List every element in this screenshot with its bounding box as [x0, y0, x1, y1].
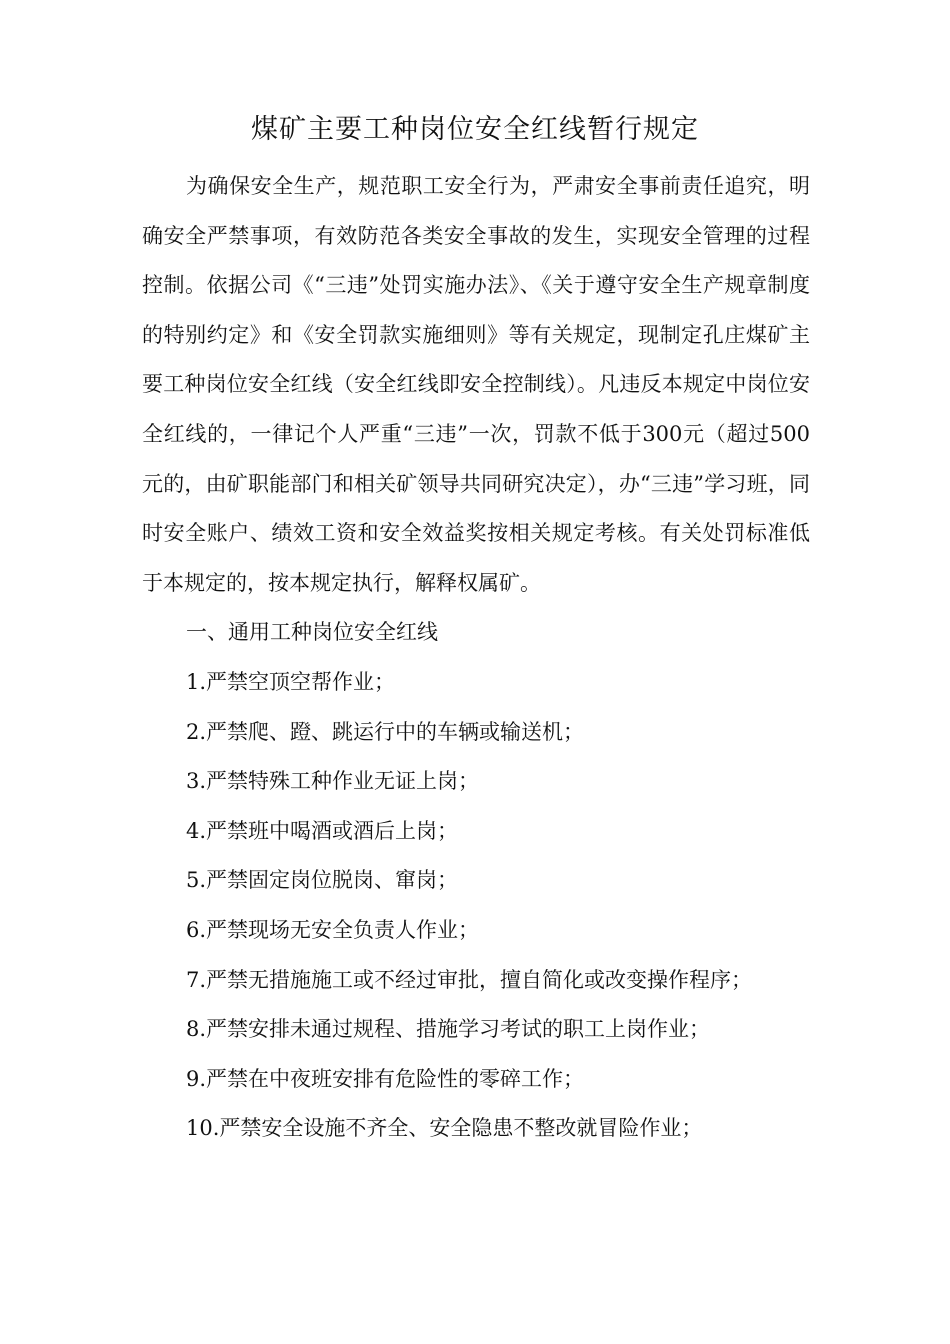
section-heading: 一、通用工种岗位安全红线 — [186, 620, 438, 645]
list-item: 4.严禁班中喝酒或酒后上岗； — [186, 818, 459, 843]
list-item: 5.严禁固定岗位脱岗、窜岗； — [186, 868, 459, 893]
list-item: 3.严禁特殊工种作业无证上岗； — [186, 769, 480, 794]
list-item: 2.严禁爬、蹬、跳运行中的车辆或输送机； — [186, 719, 585, 744]
list-item: 7.严禁无措施施工或不经过审批，擅自简化或改变操作程序； — [186, 967, 753, 992]
list-item: 8.严禁安排未通过规程、措施学习考试的职工上岗作业； — [186, 1017, 711, 1042]
document-title: 煤矿主要工种岗位安全红线暂行规定 — [251, 114, 699, 145]
document-body — [142, 162, 810, 1154]
list-item: 6.严禁现场无安全负责人作业； — [186, 917, 480, 942]
list-item: 1.严禁空顶空帮作业； — [186, 669, 396, 694]
rules-list — [142, 658, 810, 1154]
list-item: 10.严禁安全设施不齐全、安全隐患不整改就冒险作业； — [186, 1116, 703, 1141]
intro-paragraph: 为确保安全生产，规范职工安全行为，严肃安全事前责任追究，明确安全严禁事项，有效防范各类安全事故的发生，实现安全管理的过程控制。依据公司《“三违”处罚实施办法》、《关于遵守安全生产规章制度的特别约定》和《安全罚款实施细则》等有关规定，现制定孔庄煤矿主要工种岗位安全红线（安全红线即安全控制线）。凡违反本规定中岗位安全红线的，一律记个人严重“三违”一次，罚款不低于300元（超过500元的，由矿职能部门和相关矿领导共同研究决定），办“三违”学习班，同时安全账户、绩效工资和安全效益奖按相关规定考核。有关处罚标准低于本规定的，按本规定执行，解释权属矿。 — [142, 174, 810, 595]
list-item: 9.严禁在中夜班安排有危险性的零碎工作； — [186, 1066, 585, 1091]
